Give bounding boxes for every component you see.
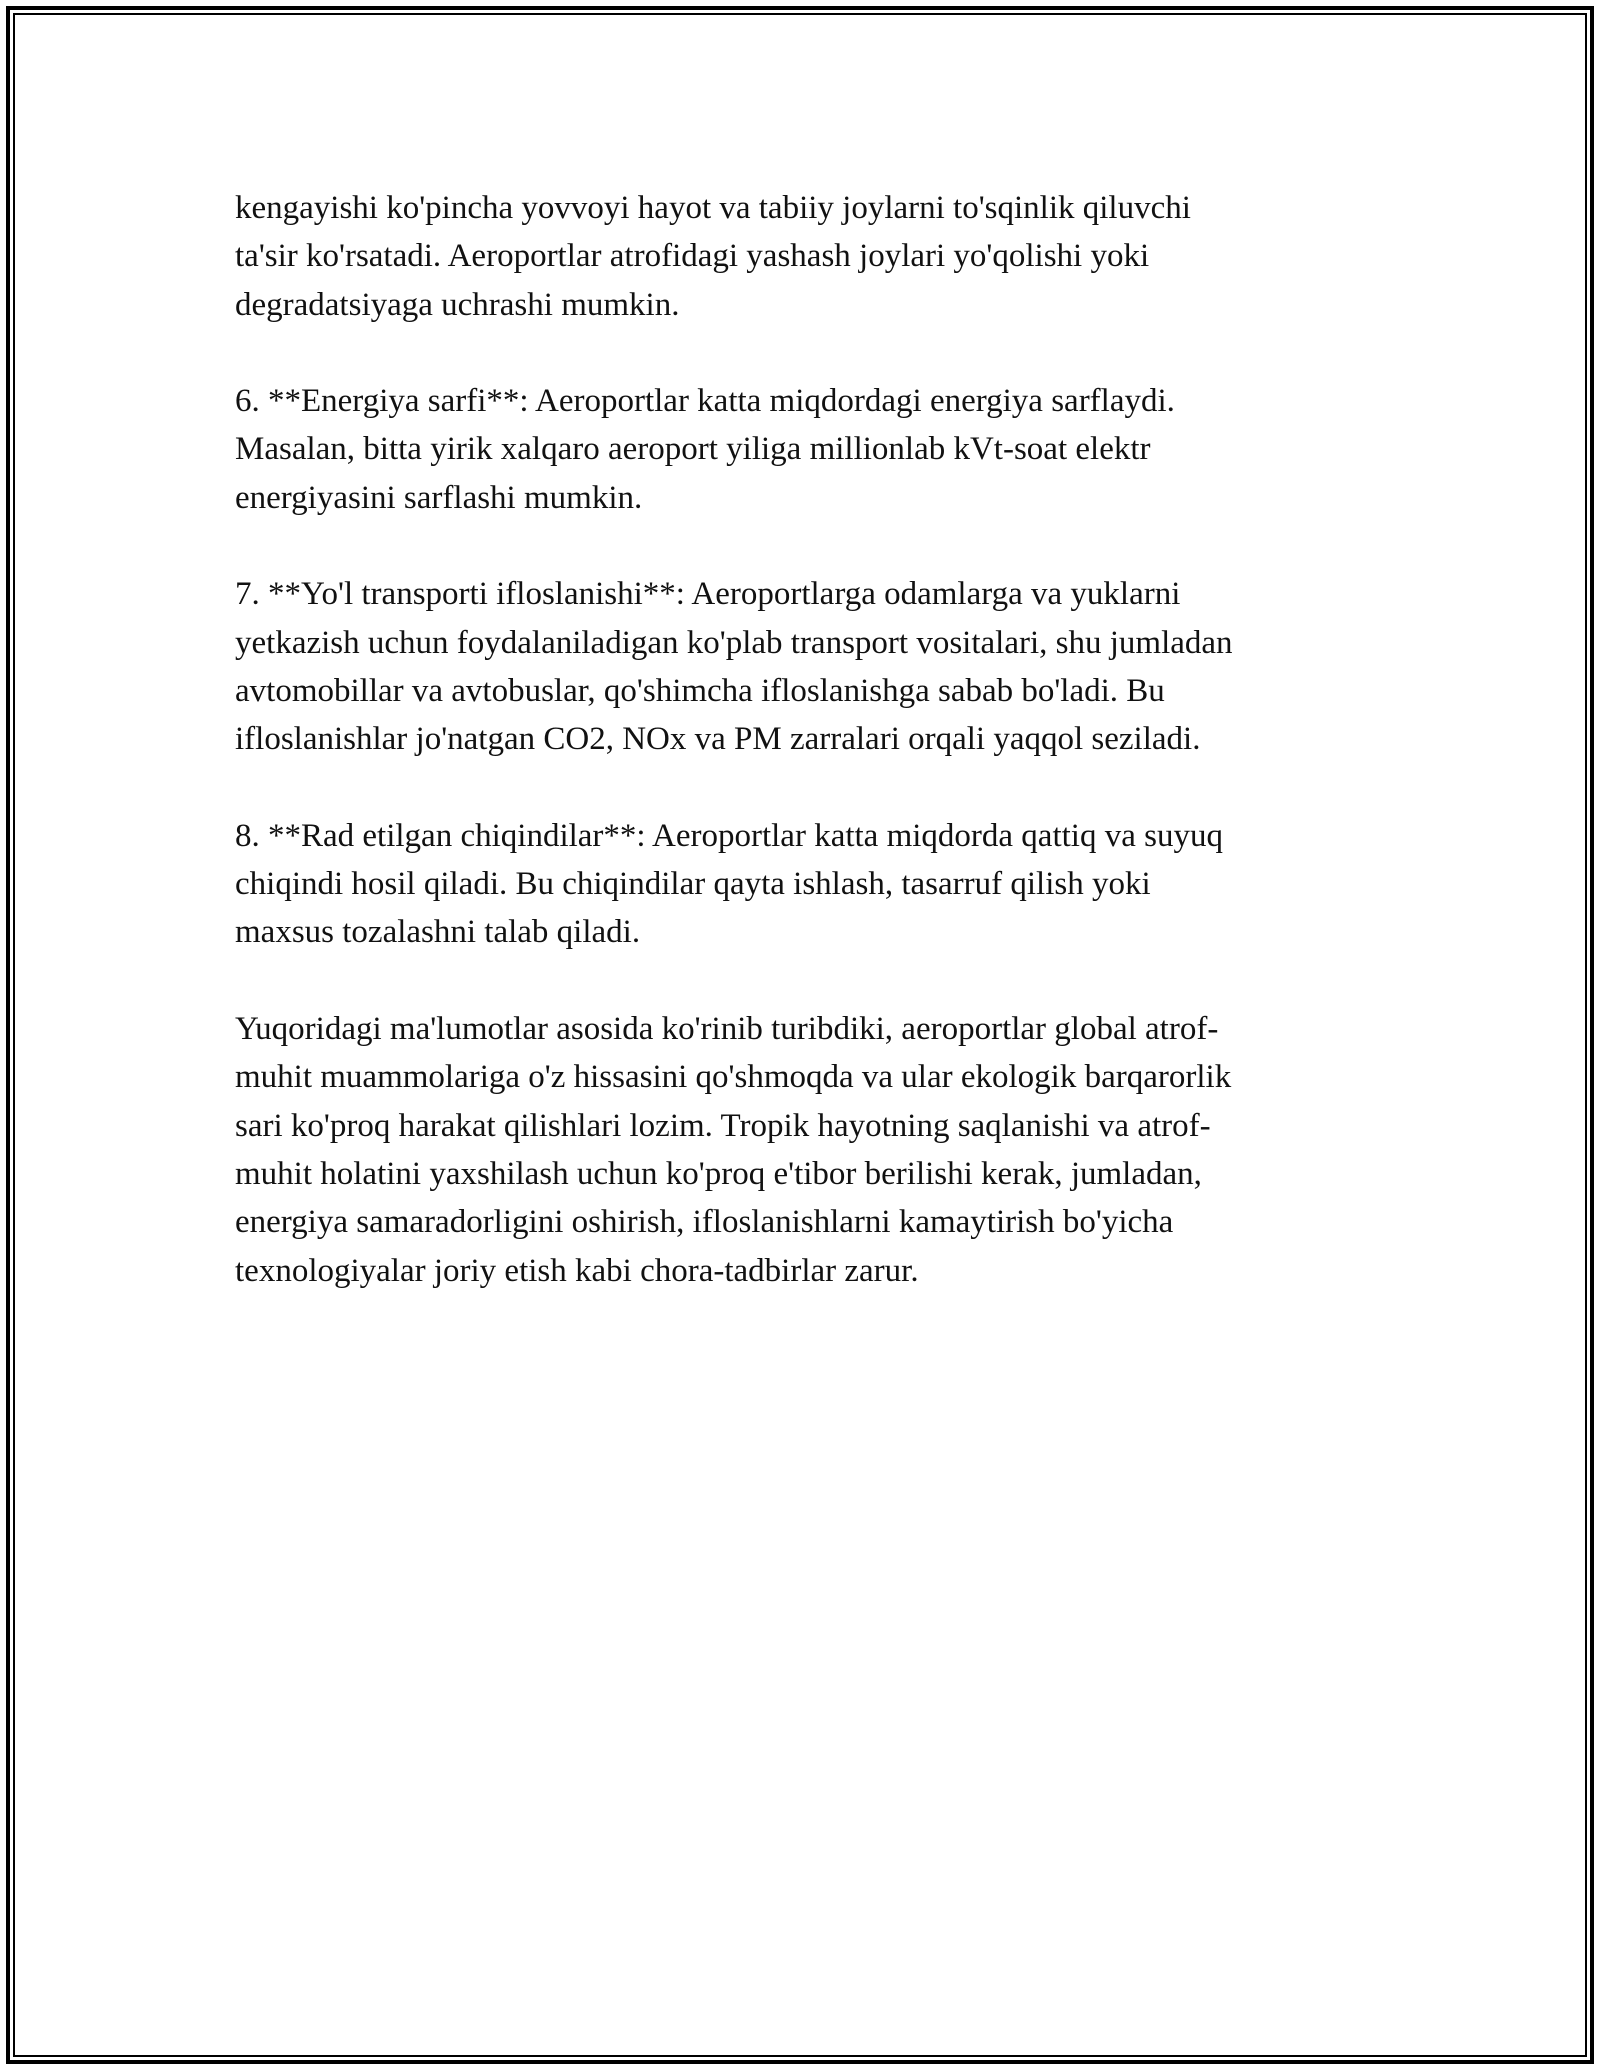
paragraph-road-transport-pollution: 7. **Yo'l transporti ifloslanishi**: Aeroportlarga odamlarga va yuklarni yetkazish uchun foydalaniladigan ko'plab transport vositalari, shu jumladan avtomobillar va avtobuslar, qo'shimcha ifloslanishga sabab bo'ladi. Bu ifloslanishlar jo'natgan CO2, NOx va PM zarralari orqali yaqqol seziladi. [235,576,1233,758]
paragraph-waste: 8. **Rad etilgan chiqindilar**: Aeroportlar katta miqdorda qattiq va suyuq chiqindi hosil qiladi. Bu chiqindilar qayta ishlash, tasarruf qilish yoki maxsus tozalashni talab qiladi. [235,817,1223,951]
paragraph-energy-consumption: 6. **Energiya sarfi**: Aeroportlar katta miqdordagi energiya sarflaydi. Masalan, bitta yirik xalqaro aeroport yiliga millionlab kVt-soat elektr energiyasini sarflashi mumkin. [235,383,1175,516]
paragraph-habitat-continuation: kengayishi ko'pincha yovvoyi hayot va tabiiy joylarni to'sqinlik qiluvchi ta'sir ko'rsatadi. Aeroportlar atrofidagi yashash joylari yo'qolishi yoki degradatsiyaga uchrashi mumkin. [235,190,1191,323]
document-body [235,184,1375,1343]
paragraph-conclusion: Yuqoridagi ma'lumotlar asosida ko'rinib turibdiki, aeroportlar global atrof- muhit muammolariga o'z hissasini qo'shmoqda va ular ekologik barqarorlik sari ko'proq harakat qilishlari lozim. Tropik hayotning saqlanishi va atrof- muhit holatini yaxshilash uchun ko'proq e'tibor berilishi kerak, jumladan, energiya samaradorligini oshirish, ifloslanishlarni kamaytirish bo'yicha texnologiyalar joriy etish kabi chora-tadbirlar zarur. [235,1011,1232,1289]
